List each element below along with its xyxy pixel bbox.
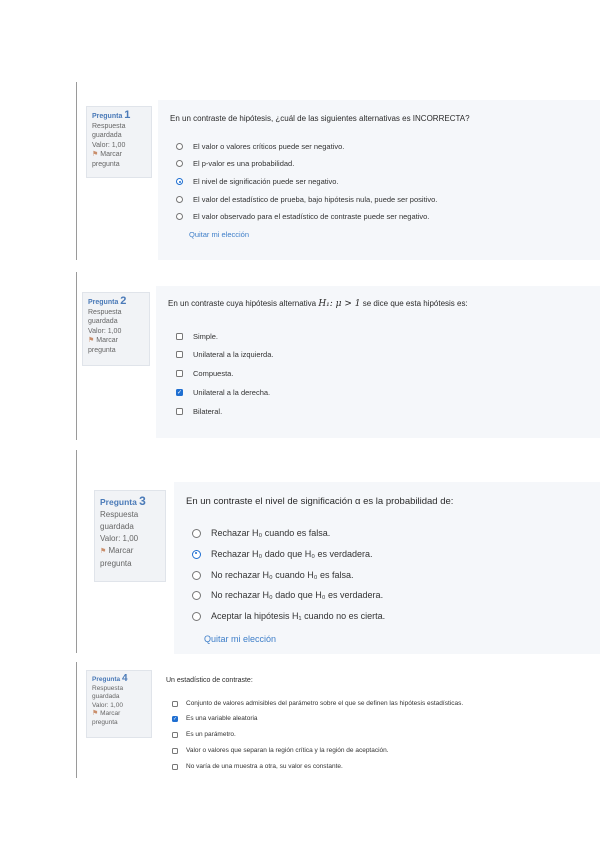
question-4-info [86,670,152,738]
question-1-info [86,106,152,178]
checkbox[interactable] [172,748,178,754]
answer-option[interactable] [176,407,222,416]
question-text-start: En un contraste cuya hipótesis alternativa [168,299,317,308]
radio-button[interactable] [192,571,201,580]
question-3-info [94,490,166,582]
option-label: El valor observado para el estadístico de contraste puede ser negativo. [193,212,430,221]
question-text: Un estadístico de contraste: [166,677,253,684]
question-3-content [174,482,600,654]
answer-option[interactable] [192,590,383,600]
question-1-screenshot [76,82,600,262]
checkbox[interactable] [176,370,183,377]
checkbox[interactable] [176,408,183,415]
answer-option[interactable] [176,388,270,397]
checkbox[interactable] [176,333,183,340]
radio-button[interactable] [192,591,201,600]
answer-option[interactable] [192,570,354,580]
radio-button[interactable] [192,529,201,538]
flag-question-link[interactable] [100,545,160,570]
option-label: Conjunto de valores admisibles del parámetro sobre el que se definen las hipótesis estadísticas. [186,700,464,707]
radio-button[interactable] [192,612,201,621]
radio-button[interactable] [176,160,183,167]
option-label: Valor o valores que separan la región crítica y la región de aceptación. [186,747,389,754]
question-status: Respuesta guardada [88,308,122,325]
option-label: El p-valor es una probabilidad. [193,159,295,168]
flag-question-link[interactable] [92,150,146,169]
option-label: Simple. [193,332,219,341]
answer-option[interactable] [176,177,339,186]
answer-option[interactable] [176,159,294,168]
answer-option[interactable] [192,549,373,559]
option-label: El valor o valores críticos puede ser negativo. [193,142,345,151]
answer-option[interactable] [172,715,258,722]
option-label: No varía de una muestra a otra, su valor es constante. [186,763,343,770]
answer-option[interactable] [172,700,463,707]
option-label: Unilateral a la izquierda. [193,350,274,359]
question-number: 1 [124,109,131,121]
answer-option[interactable] [176,350,273,359]
checkbox-checked[interactable]: ✓ [173,715,178,722]
option-label: Es un parámetro. [186,731,236,738]
flag-question-link[interactable] [92,710,146,727]
question-text-end: se dice que esta hipótesis es: [362,299,468,308]
checkbox[interactable] [172,701,178,707]
question-text: En un contraste el nivel de significación α es la probabilidad de: [186,496,454,507]
question-text: En un contraste de hipótesis, ¿cuál de las siguientes alternativas es INCORRECTA? [170,114,470,123]
option-label: Rechazar H₀ cuando es falsa. [211,528,331,538]
question-value: Valor: 1,00 [88,327,122,335]
radio-button[interactable] [176,196,183,203]
question-label: Pregunta [92,113,123,120]
question-label: Pregunta [92,676,121,683]
question-3-screenshot [76,450,600,655]
clear-choice-link[interactable]: Quitar mi elección [189,230,250,239]
question-2-info [82,292,150,366]
left-border [76,662,77,778]
question-text [168,299,468,309]
flag-question-link[interactable] [88,336,144,355]
answer-option[interactable] [172,731,236,738]
question-status: Respuesta guardada [100,510,139,531]
question-value: Valor: 1,00 [92,701,123,709]
answer-option[interactable] [172,763,343,770]
radio-button[interactable] [176,213,183,220]
question-4-content [158,666,600,778]
checkbox[interactable] [176,351,183,358]
question-value: Valor: 1,00 [92,141,126,149]
flag-label: Marcar pregunta [88,337,119,354]
answer-option[interactable] [176,332,218,341]
left-border [76,272,77,440]
flag-label: Marcar pregunta [92,151,123,168]
option-label: Compuesta. [193,369,234,378]
option-label: No rechazar H₀ dado que H₀ es verdadera. [211,590,384,600]
question-label: Pregunta [100,497,137,507]
question-value: Valor: 1,00 [100,534,139,543]
option-label: Aceptar la hipótesis H₁ cuando no es cierta. [211,611,386,621]
question-2-screenshot [76,272,600,442]
question-2-content [156,286,600,438]
answer-option[interactable] [172,747,389,754]
answer-option[interactable] [192,611,385,621]
checkbox[interactable] [172,764,178,770]
question-status: Respuesta guardada [92,684,124,700]
question-label: Pregunta [88,299,119,306]
option-label: Unilateral a la derecha. [193,388,271,397]
question-number: 3 [139,494,146,508]
clear-choice-link[interactable]: Quitar mi elección [204,634,277,644]
option-label: Es una variable aleatoria [186,715,258,722]
question-4-screenshot [76,662,600,780]
answer-option[interactable] [176,195,437,204]
flag-icon: ⚑ [92,710,99,717]
question-number: 4 [121,673,128,684]
left-border [76,82,77,260]
flag-icon: ⚑ [92,151,99,158]
option-label: Bilateral. [193,407,223,416]
flag-label: Marcar pregunta [100,546,134,568]
option-label: No rechazar H₀ cuando H₀ es falsa. [211,570,354,580]
checkbox[interactable] [172,732,178,738]
radio-button-selected[interactable] [176,178,183,185]
question-status: Respuesta guardada [92,122,126,139]
question-number: 2 [120,295,127,307]
radio-button[interactable] [176,143,183,150]
flag-icon: ⚑ [88,337,95,344]
checkbox-checked[interactable]: ✓ [177,390,183,396]
question-1-content [158,100,600,260]
flag-icon: ⚑ [100,548,107,555]
answer-option[interactable] [176,142,344,151]
option-label: El valor del estadístico de prueba, bajo hipótesis nula, puede ser positivo. [193,195,438,204]
answer-option[interactable] [176,212,429,221]
flag-label: Marcar pregunta [92,710,121,726]
answer-option[interactable] [192,528,330,538]
option-label: El nivel de significación puede ser negativo. [193,177,339,186]
hypothesis-math: H₁: μ > 1 [318,299,361,309]
radio-button-selected[interactable] [192,550,201,559]
option-label: Rechazar H₀ dado que H₀ es verdadera. [211,549,373,559]
left-border [76,450,77,653]
answer-option[interactable] [176,369,233,378]
